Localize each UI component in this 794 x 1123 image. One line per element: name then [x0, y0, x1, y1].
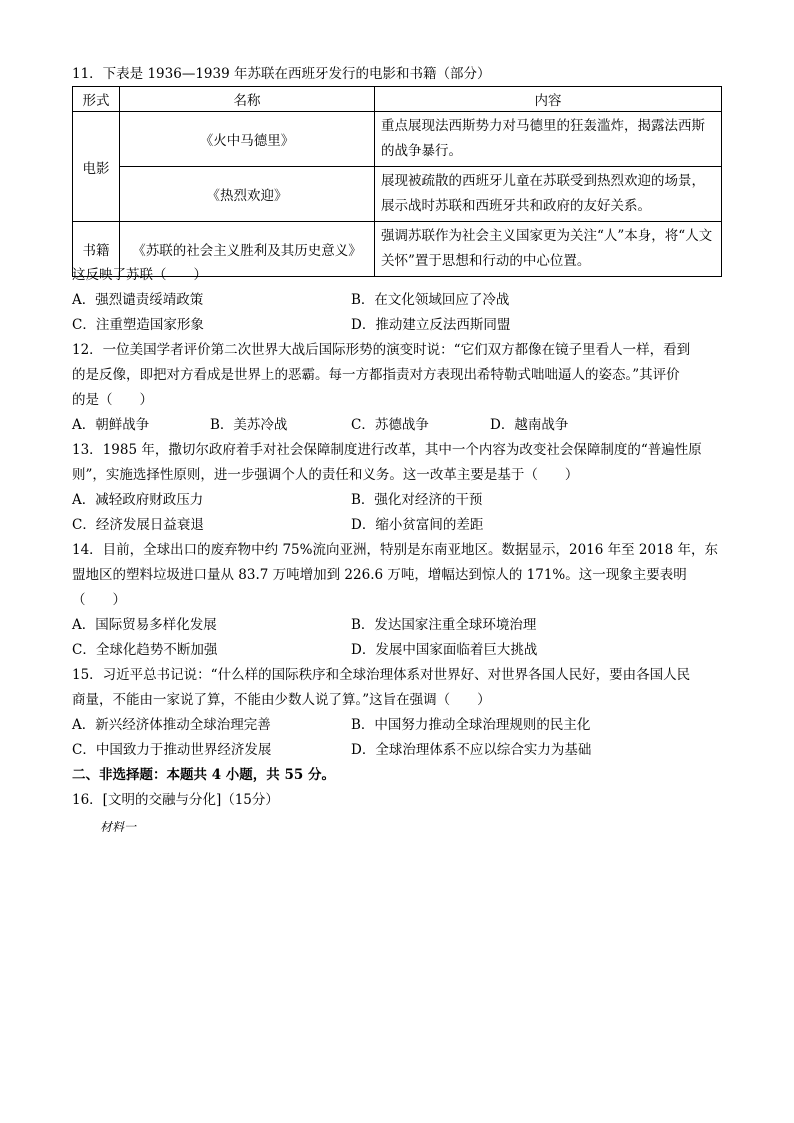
q13-option-c[interactable]: C．经济发展日益衰退 — [72, 517, 204, 533]
cell-content: 重点展现法西斯势力对马德里的狂轰滥炸，揭露法西斯的战争暴行。 — [375, 112, 722, 167]
q12-option-d[interactable]: D．越南战争 — [490, 417, 569, 433]
q11-option-b[interactable]: B．在文化领域回应了冷战 — [351, 292, 510, 308]
q15-line2: 商量，不能由一家说了算，不能由少数人说了算。”这旨在强调（ ） — [72, 692, 491, 708]
q15-option-b[interactable]: B．中国努力推动全球治理规则的民主化 — [351, 717, 591, 733]
q14-option-d[interactable]: D．发展中国家面临着巨大挑战 — [351, 642, 538, 658]
q14-line3: （ ） — [72, 592, 126, 608]
section-heading: 二、非选择题：本题共 4 小题，共 55 分。 — [72, 767, 335, 783]
cell-form-film: 电影 — [73, 112, 120, 222]
q14-option-c[interactable]: C．全球化趋势不断加强 — [72, 642, 218, 658]
q11-question: 这反映了苏联（ ） — [72, 267, 207, 283]
q15-option-c[interactable]: C．中国致力于推动世界经济发展 — [72, 742, 272, 758]
header-content: 内容 — [375, 87, 722, 112]
q12-option-b[interactable]: B．美苏冷战 — [210, 417, 288, 433]
q14-line2: 盟地区的塑料垃圾进口量从 83.7 万吨增加到 226.6 万吨，增幅达到惊人的 171%。这一现象主要表明 — [72, 567, 687, 583]
q15-option-a[interactable]: A．新兴经济体推动全球治理完善 — [72, 717, 271, 733]
table-row — [73, 112, 722, 167]
q13-line1: 13．1985 年，撒切尔政府着手对社会保障制度进行改革，其中一个内容为改变社会保障制度的“普遍性原 — [72, 442, 702, 458]
q11-option-a[interactable]: A．强烈谴责绥靖政策 — [72, 292, 204, 308]
header-form: 形式 — [73, 87, 120, 112]
q14-option-a[interactable]: A．国际贸易多样化发展 — [72, 617, 217, 633]
q16-heading: 16．[文明的交融与分化]（15分） — [72, 792, 279, 808]
q13-option-b[interactable]: B．强化对经济的干预 — [351, 492, 483, 508]
cell-form-book: 书籍 — [73, 222, 120, 277]
q12-line1: 12．一位美国学者评价第二次世界大战后国际形势的演变时说：“它们双方都像在镜子里看人一样，看到 — [72, 342, 691, 358]
q16-material-label: 材料一 — [100, 820, 137, 834]
q15-line1: 15．习近平总书记说：“什么样的国际秩序和全球治理体系对世界好、对世界各国人民好，要由各国人民 — [72, 667, 691, 683]
q14-option-b[interactable]: B．发达国家注重全球环境治理 — [351, 617, 537, 633]
q12-line2: 的是反像，即把对方看成是世界上的恶霸。每一方都指责对方表现出希特勒式咄咄逼人的姿态。”其评价 — [72, 367, 680, 383]
cell-name: 《火中马德里》 — [120, 112, 375, 167]
q13-option-a[interactable]: A．减轻政府财政压力 — [72, 492, 204, 508]
cell-content: 强调苏联作为社会主义国家更为关注“人”本身，将“人文关怀”置于思想和行动的中心位置。 — [375, 222, 722, 277]
cell-name: 《热烈欢迎》 — [120, 167, 375, 222]
table-header-row — [73, 87, 722, 112]
q12-line3: 的是（ ） — [72, 392, 153, 408]
q11-option-c[interactable]: C．注重塑造国家形象 — [72, 317, 204, 333]
q11-option-d[interactable]: D．推动建立反法西斯同盟 — [351, 317, 511, 333]
q12-option-a[interactable]: A．朝鲜战争 — [72, 417, 150, 433]
table-row — [73, 167, 722, 222]
q11-table — [72, 86, 722, 277]
q11-stem: 11．下表是 1936—1939 年苏联在西班牙发行的电影和书籍（部分） — [72, 66, 491, 82]
q14-line1: 14．目前，全球出口的废弃物中约 75%流向亚洲，特别是东南亚地区。数据显示，2016 年至 2018 年，东 — [72, 542, 719, 558]
cell-name: 《苏联的社会主义胜利及其历史意义》 — [120, 222, 375, 277]
header-name: 名称 — [120, 87, 375, 112]
q13-line2: 则”，实施选择性原则，进一步强调个人的责任和义务。这一改革主要是基于（ ） — [72, 467, 579, 483]
q13-option-d[interactable]: D．缩小贫富间的差距 — [351, 517, 484, 533]
q12-option-c[interactable]: C．苏德战争 — [351, 417, 429, 433]
cell-content: 展现被疏散的西班牙儿童在苏联受到热烈欢迎的场景，展示战时苏联和西班牙共和政府的友好关系。 — [375, 167, 722, 222]
q15-option-d[interactable]: D．全球治理体系不应以综合实力为基础 — [351, 742, 592, 758]
